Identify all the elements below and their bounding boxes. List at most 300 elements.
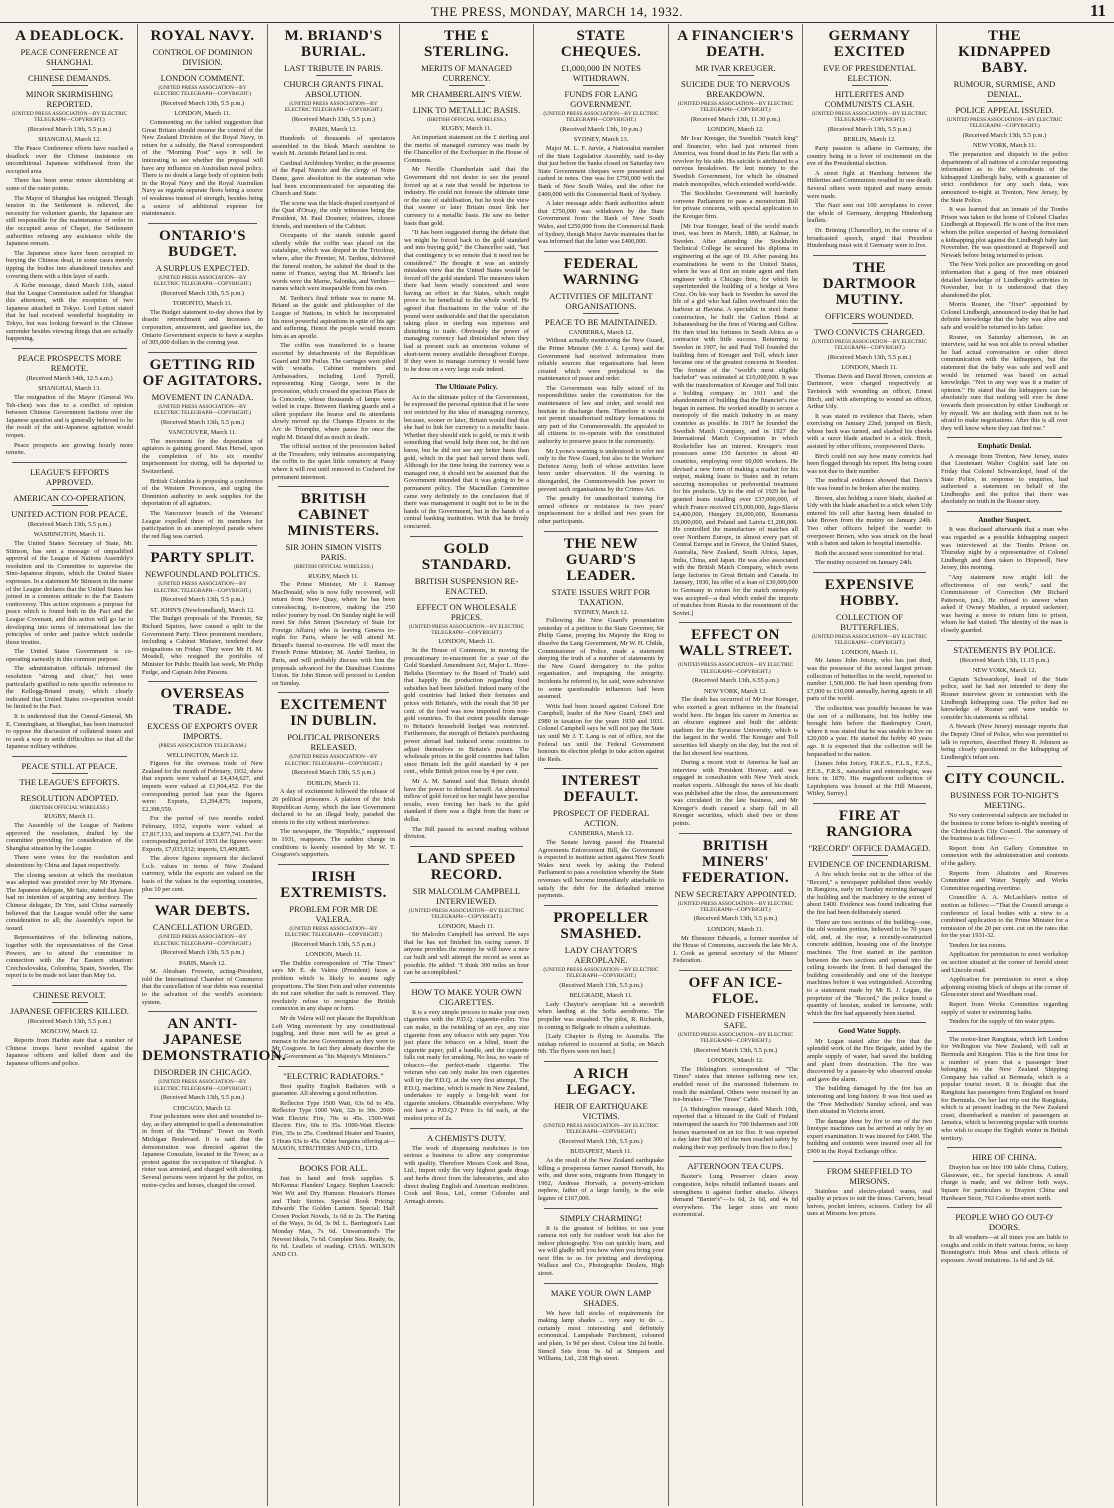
article-paragraph: Report from Art Gallery Committee in connexion with the administration and contents of the gallery. [941,844,1068,867]
wire-credit: (UNITED PRESS ASSOCIATION—BY ELECTRIC TELEGRAPH—COPYRIGHT.) [811,633,928,647]
dateline: CANBERRA, March 12. [568,328,634,336]
article-headline: GERMANY EXCITED [828,28,911,60]
column-4 [400,24,534,1506]
article-paragraph: Mr Ivar Kreuger, the Swedish "match king" and financier, who had just returned from America, was found dead in his Paris flat with a revolver by his side. His suicide is attributed to a nervous breakdown. He lent money to the Swedish Government, for which he obtained match monopolies, which extended world-wide. [673,135,798,188]
wire-credit: (UNITED PRESS ASSOCIATION—BY ELECTRIC TELEGRAPH—COPYRIGHT.) [677,101,794,114]
article-subhead: MAKE YOUR OWN LAMP SHADES. [550,1287,652,1308]
article-divider [813,1161,926,1162]
article [272,864,395,1061]
article-paragraph: The New York police are proceeding on good information that a gang of five men obtained detailed knowledge of Lindbergh's activities in November, but it is understood that they abandoned the plot. [941,261,1068,299]
received-time: (Received March 13th, 5.5 p.m.) [962,131,1047,139]
masthead [0,0,1114,23]
article-subhead: MOVEMENT IN CANADA. [151,391,254,402]
article-subhead: CONTROL OF DOMINION DIVISION. [152,47,253,67]
article-paragraph: It was stated in evidence that Davis, when exercising on January 22nd, jumped on Birch, whose back was turned, and slashed his cheeks with a razor blade attached to a stick. Birch, assisted by other officers, overpowered Davis. [807,412,932,451]
article-paragraph: The Mayor of Shanghai has resigned. Though tension in the Settlement is relieved, the necessity for volunteer guards, the Japanese are still responsible for the maintenance of order in the occupied areas of Chapei, the Settlement authorities refusing any assistance while the Japanese remain. [6,194,133,248]
article-headline: GOLD STANDARD. [421,540,512,573]
article-paragraph: It is a very simple process to make your own cigarettes with the P.D.Q. cigarette-roller. You can make, in the twinkling of an eye, any size cigarette from any tobacco with any paper. You just place the tobacco on a blind, insert the cigarette paper, pull a handle, and the cigarette falls out ready for smoking. No loss, no waste of tobacco—the perfect-made cigarette. The veteran who can only make his own cigarettes will try the P.D.Q. at the very first attempt. The P.D.Q. machine, which is made in New Zealand, undertakes to supply a long-felt want for cigarette smokers. Obtainable everywhere. Why not have a P.D.Q.? Price 1s 6d each, at the modest price of 2s. [404,1008,529,1123]
article [538,768,664,899]
article-paragraph: As the result of the New Zealand earthquake killing a prosperous farmer named Horvath, his wife, and three sons, migrants from Hungary in 1902, Andreas Horvath, a poverty-stricken nephew, father of a large family, is the sole legatee of £167,000. [538,1156,664,1202]
dateline: LONDON, March 11. [841,648,898,656]
article [941,640,1068,762]
column-7 [803,24,937,1506]
wire-credit: (UNITED PRESS ASSOCIATION—BY ELECTRIC TELEGRAPH—COPYRIGHT.) [153,403,252,417]
article-paragraph: Drayton has on hire 100 table China, Cutlery, Glassware, etc., for special functions. A small charge is made, and we deliver both ways. Square for particulars to Drayton China and Hardware Store, 763 Colombo street north. [941,1164,1068,1202]
wire-credit: (UNITED PRESS ASSOCIATION—BY ELECTRIC TELEGRAPH—COPYRIGHT.) [284,754,383,767]
article-subhead: STATEMENTS BY POLICE. [953,644,1056,655]
article [404,1128,529,1206]
article [807,255,932,567]
article [404,982,529,1123]
article-paragraph: Lady Chaytor's aeroplane hit a snowdrift when landing at the Sofia aerodrome. The propeller was smashed. The pilot, R. Richards, in coming to Belgrade to obtain a substitute. [538,1000,664,1031]
article-paragraph: The United States Secretary of State, Mr. Stimson, has sent a message of unqualified approval of the League of Nations Assembly's resolution and its Committee to supervise the Sino-Japanese dispute, which the United States expresses. In a statement Mr Stimson in the name of the League declares that the United States has joined in a common attitude to the Far Eastern controversy. This action expresses a purpose for peace which is found both in the Pact and the League Covenant, and this action will go far to developing into terms of international law the principles of order and justice which underlie those treaties. [6,539,133,646]
article-paragraph: "It has been suggested during the debate that we might be forced back to the gold standard and into buying gold," the Chancellor said, "but that contingency is so remote that it need not be considered." He thought it was an entirely mistaken view that the United States would be forced off the gold standard. The measures taken there had been wisely conceived and were having an effect in the States, which might prove to be beneficial to the whole world. He agreed that fluctuations in the value of the pound were undesirable and that the speculation taking place in sterling was injurious and disturbing to trade. Obviously the power of managing currency had diminished when they had at present such an enormous volume of short-term money available throughout Europe. If they were to manage currency it would have to be done on a very large scale indeed. [404,229,529,373]
article-divider [12,756,127,757]
article-subhead: LADY CHAYTOR'S AEROPLANE. [564,944,638,965]
article-divider [679,970,792,971]
column-2 [138,24,287,1506]
article-subhead: HIRE OF CHINA. [972,1152,1037,1163]
article-divider [947,511,1062,512]
article-paragraph: Cardinal Archbishop Verdier, in the presence of the Papal Nuncio and the clergy of Notre Dame, gave absolution to the statesman who had been excommunicated for separating the Church and State. [272,159,395,198]
article-headline: A RICH LEGACY. [566,1065,636,1098]
article-paragraph: Occupants of the stands outside gazed silently while the coffin was placed on the catafalque, which was draped in the Tricolour, where, after the Premier, M. Tardieu, delivered the funeral oration, he saluted the dead in the name of France, saying that M. Briand's last words were the Marne, Salonika, and Verdun—names which were inseparable from his own. [272,232,395,293]
article-headline: EXCITEMENT IN DUBLIN. [280,697,387,730]
article-paragraph: Rosner, on Saturday afternoon, in an interview, said he was not able to reveal whether he had actual conversation or other direct communication with the kidnappers, but the statement that the baby was safe and well and would be returned was based on actual knowledge. "Not in any way was it a matter of opinion." He stated that the kidnappers can be absolutely sure that nothing will ever be done towards their prosecution by either Lindbergh or by myself. We are dealing with them not to be afraid to make negotiations. After this is all over they will know where they can find me." [941,333,1068,432]
subhead-divider [185,69,221,70]
article-divider [544,1208,658,1209]
article-paragraph: Birch could not say how many convicts had been flogged through his report. His being count was not due to their number. [807,452,932,475]
article-paragraph: The preparation and dispatch to the police departments of all nations of a circular requesting information as to the whereabouts of the kidnapped Lindbergh baby, with a guarantee of strict confidence for any such data, was announced to-night at Trenton, New Jersey, by the State Police. [941,151,1068,204]
article-subhead: EVE OF PRESIDENTIAL ELECTION. [823,63,916,83]
article-divider [813,572,926,573]
article-divider [813,255,926,256]
article-headline: IRISH EXTREMISTS. [280,868,387,901]
article-headline: CITY COUNCIL. [944,771,1065,788]
article-paragraph: [Mr Ivar Kreuger, head of the world match trust, was born in March, 1880, at Kalmar, in Sweden. After attending the Stockholm Technical College he secured his diploma in engineering at the age of 19. After passing his examinations he went to the United States, where he was at first an estate agent and then engineer with a Chicago firm, for which he superintended the building of a bridge at Vera Cruz. On his way back to Sweden he saved the life of a girl who had fallen overboard into the harbour at Havana. A specialist in steel frame construction, he built the Carlton Hotel at Johannesburg for the firm of Waring and Gillow. He then tried his fortunes in South Africa as a contractor with little success. Returning to Sweden in 1907, he and Paul Toll founded the building firm of Kreuger and Toll, which later became one of the greatest concerns in Sweden. The fortune of the "world's most eligible bachelor" was estimated at £10,000,000. It was with the transformation of Kreuger and Toll into a holding company in 1911 and the abandonment of building that the financier's rise began in earnest. He worked steadily to secure a monopoly of the match industry in as many countries as possible. In 1917 he founded the Swedish Match Company, and in 1927 the International Match Corporation in which Rockefeller has an interest. Kreuger's trust possesses some 150 factories in about 40 countries, employing over 60,000 workers. He devised a new form of making a market for his output, making loans to States and in return securing monopolies or preferential treatment for his products. Up to the end of 1929 he had granted loans totalling over £37,000,000, of which France received £15,000,000, Jugo-Slavia £4,400,000, Hungary £6,000,000, Roumania £6,000,000, and Poland and Latvia £1,200,000. He controlled the manufacture of matches all over Northern Europe, in almost every part of Central Europe and in Greece, the United States, Australia, New Zealand, South Africa, Japan, India, China, and Japan. He was also associated with the British Match Company, which owns large factories in Great Britain and Canada. In January, 1930, his offer of a loan of £30,000,000 to Germany in return for the match monopoly was accepted—a deal which ended the imports of matches from Russia to the resentment of the Soviet.] [673,222,798,617]
article-headline: STATE CHEQUES. [560,28,642,60]
dateline: LONDON, March 11. [305,951,362,959]
article-headline: THE KIDNAPPED BABY. [958,28,1051,76]
article [941,511,1068,635]
wire-credit: (UNITED PRESS ASSOCIATION—BY ELECTRIC TELEGRAPH—COPYRIGHT.) [153,581,252,594]
article-paragraph: Sir Malcolm Campbell has arrived. He says that he has not finished his racing career. If anyone provides the money he will have a new car built and will attempt the record as soon as possible. He added: "I think 300 miles an hour can be accomplished." [404,931,529,977]
article-subhead: BUSINESS FOR TO-NIGHT'S MEETING. [950,790,1059,811]
article-paragraph: During a recent visit to America he had an interview with President Hoover, and was engaged in consultation with New York stock market experts. Although the news of his death was published after the close, the announcement was circulated in the late business, and Mr Kreuger's death caused a sharp fall in all Kreuger securities, which shed two or three points. [673,759,798,827]
dateline: SHANGHAI, March 12. [38,136,101,144]
received-time: (Received March 13th, 5.5 p.m.) [559,1137,643,1145]
wire-credit: (BRITISH OFFICIAL WIRELESS.) [294,564,373,571]
article-paragraph: Dr. Brüning (Chancellor), in the course of a broadcasted speech, urged that President Hindenburg must win if Germany were to live. [807,226,932,250]
article-subhead: POLITICAL PRISONERS RELEASED. [287,732,380,753]
received-time: (Received March 13th, 11.15 p.m.) [959,656,1050,664]
article-headline: WAR DEBTS. [154,903,251,920]
article [538,28,664,246]
subhead-divider [583,313,619,314]
article-divider [544,905,658,906]
article-subhead: PEACE CONFERENCE AT SHANGHAI. [20,47,119,67]
wire-credit: (UNITED PRESS ASSOCIATION—BY ELECTRIC TELEGRAPH—COPYRIGHT.) [153,1079,252,1092]
article-paragraph: Mr James John Joicey, who has just died, was the possessor of the second largest private collection of butterflies in the world, reported to number 1,500,000. He had been spending from £7,000 to £10,000 annually, having agents in all parts of the world. [807,657,932,703]
received-time: (Received March 13th, 5.5 p.m.) [27,520,112,528]
article-divider [947,1031,1062,1032]
article-subhead: TWO CONVICTS CHARGED. [814,326,925,337]
article-subhead: COLLECTION OF BUTTERFLIES. [835,611,904,632]
received-time: (Received March 13th, 5.5 p.m.) [291,769,376,777]
article-paragraph: The Budget proposals of the Premier, Sir Richard Squires, have caused a split in the Government Party. Three prominent members, including a Cabinet Minister, tendered their resignations on Friday. They were Mr H. M. Mosdell, who resigned the portfolio of Minister for Public Health last week, Mr Philip Fudge, and Captain John Parsons. [142,615,263,676]
received-time: (Received March 13th, 11.30 p.m.) [690,115,781,123]
article-divider [148,352,257,353]
article-paragraph: Both the accused were committed for trial. [815,549,925,557]
article [404,28,529,373]
received-time: (Received March 13th, 5.5 p.m.) [693,915,778,923]
wire-credit: (UNITED PRESS ASSOCIATION—BY ELECTRIC TELEGRAPH—COPYRIGHT.) [543,1122,659,1136]
article-subhead: MINOR SKIRMISHING REPORTED. [25,89,114,109]
article-subhead: JAPANESE OFFICERS KILLED. [10,1005,129,1016]
article [941,1207,1068,1264]
article-headline: AN ANTI-JAPANESE DEMONSTRATION. [142,1016,287,1065]
dateline: LONDON, March 11. [438,922,495,930]
article-paragraph: The closing session at which the resolution was adopted was presided over by Mr Hymans. The Japanese delegate, Mr Sato, stated that Japan had no intention of acquiring any territory. The Chinese delegate, Dr Yen, said China earnestly believed that the League would offer the same consideration to all; the Assembly's report be issued. [6,871,133,932]
article-subhead: UNITED ACTION FOR PEACE. [11,508,128,519]
article-subhead: HITLERITES AND COMMUNISTS CLASH. [824,89,915,109]
article-subhead: A SURPLUS EXPECTED. [155,262,250,273]
dateline: LONDON, March 11. [707,925,764,933]
article-paragraph: Peace prospects are growing hourly more remote. [6,441,133,457]
article [807,803,932,1017]
dateline: SYDNEY, March 12. [573,608,629,616]
article-paragraph: Four policemen were shot and wounded to-day, as they attempted to quell a demonstration in front of the "Tribune" Tower on North Michigan Boulevard. It is said that the demonstration was directed against the Japanese Consulate, located in the Tower, as a protest against the occupation of Shanghai. A rioter was arrested, and charged with shooting. Several persons were injured by the police, on motor-cycles and horses, charged the crowd. [142,1113,263,1189]
article-paragraph: [James John Joicey, F.R.E.S., F.L.S., F.Z.S., F.E.S., F.R.S., naturalist and entomologist, was born in 1870. His magnificent collection of Lepidoptera was housed at the Hill Museum, Witley, Surrey.] [807,760,932,798]
article-headline: A DEADLOCK. [15,28,124,44]
article-subhead: PEACE TO BE MAINTAINED. [544,316,658,327]
article-paragraph: M. Tardieu's final tribute was to name M. Briand as the guide and philosopher of the League of Nations, in which he incorporated his most powerful aspirations in spite of his age and suffering. Hence the people would mourn him as an apostle. [272,294,395,340]
article-headline: INTEREST DEFAULT. [561,773,641,806]
article-paragraph: [Lady Chaytor is flying to Australia. The mishap referred to occurred at Sofia, on March 9th. The flyers were not hurt.] [538,1033,664,1056]
article-subhead: FROM SHEFFIELD TO MIRSONS. [826,1165,913,1186]
article [142,28,263,218]
article-subhead: "RECORD" OFFICE DAMAGED. [808,843,931,854]
article-headline: BRITISH CABINET MINISTERS. [287,491,380,540]
article-subhead: AMERICAN CO-OPERATION. [13,492,126,503]
article [807,1022,932,1155]
dateline: VANCOUVER, March 11. [168,429,237,437]
subhead-divider [52,789,88,790]
article-paragraph: The Prime Minister, Mr J. Ramsay MacDonald, who is now fully recovered, will return from New Quay, where he has been convalescing, to-morrow, making the 250 miles' journey by road. On Sunday night he will meet Sir John Simon (Secretary of State for Foreign Affairs) who is leaving Geneva to-night for Paris, where he will attend M. Briand's funeral to-morrow. He will meet the French Prime Minister, M. André Tardieu, in Paris, and will probably discuss with him the proposals advanced for the Danubian Customs Union. Sir John Simon will proceed to London on Sunday. [272,581,395,687]
received-time: (Received March 13th, 5.5 p.m.) [160,289,245,297]
article-subhead: PROBLEM FOR MR DE VALERA. [289,903,378,924]
article [142,898,263,1006]
received-time: (Received March 13th, 5.5 p.m.) [160,99,245,107]
article-headline: FEDERAL WARNING [562,255,640,288]
received-time: (Received March 13th, 5.5 p.m.) [160,418,245,426]
subhead-divider [987,101,1023,102]
subhead-divider [583,85,619,86]
article-paragraph: The medical evidence showed that Davis's life was found to be broken after the mutiny. [807,477,932,493]
article-divider [544,251,658,252]
article-subhead: MR CHAMBERLAIN'S VIEW. [411,89,522,99]
article-paragraph: A later message adds: Bank authorities admit that £750,000 was withdrawn by the State Government from the Bank of New South Wales, and £250,000 from the Commercial Bank of Sydney, though Major Jarvie maintains that he was informed that the latter was £400,000. [538,200,664,246]
article [272,1066,395,1153]
article-subhead: LAST TRIBUTE IN PARIS. [284,63,383,73]
article-headline: GETTING RID OF AGITATORS. [142,356,263,389]
subhead-divider [52,69,88,70]
article [941,1147,1068,1202]
article-paragraph: "Any statement now might kill the effectiveness of our work," said the Commissioner of Correction (Mr Richard Patterson, jun.). He refused to answer when asked if Owney Madden, a reputed racketeer, was having a move to return him to prison, whom he had visited. The identity of the man is closely guarded. [941,573,1068,635]
article-subhead: AFTERNOON TEA CUPS. [687,1161,784,1172]
article-paragraph: The death has occurred of Mr Ivar Kreuger, who exerted a great influence in the financial world here. He began his career in America as an obscure engineer and built the athletic stadium for the Syracuse University, which is the largest in the world. The Kreuger and Toll securities fell sharply on the day, but the rest of the list showed few reactions. [673,696,798,757]
article-paragraph: It was disclosed afterwards that a man who was regarded as a possible kidnapping suspect was interviewed at the Tombs Prison on Thursday night by a representative of Colonel Lindbergh and then taken to Hopewell, New Jersey, this morning. [941,526,1068,572]
article-paragraph: Tenders for tea rooms. [949,941,1007,949]
wire-credit: (UNITED PRESS ASSOCIATION—BY ELECTRIC TELEGRAPH—COPYRIGHT.) [677,662,794,675]
article [941,437,1068,506]
article-headline: THE DARTMOOR MUTINY. [822,259,917,308]
article-divider [12,348,127,349]
newspaper-title: THE PRESS, MONDAY, MARCH 14, 1932. [430,4,684,19]
article-divider [278,864,389,865]
article-paragraph: Captain Schwarzkopf, head of the State police, said he had not intended to deny the Rosner interview given in connexion with the Lindbergh kidnapping case. The police had no knowledge of Rosner and were unable to consider his statements as official. [941,675,1068,721]
article-divider [148,1011,257,1012]
subhead-divider [52,1002,88,1003]
article-subhead: SIR JOHN SIMON VISITS PARIS. [285,542,382,563]
article-paragraph: Brown, also holding a razor blade, slashed at Udy with the blade attached to a stick when Udy entered his cell after having been detailed to take Brown from the mutiny on January 24th. Two other officers helped the warder to overpower Brown, who was struck on the head with a baton and taken to hospital insensible. [807,494,932,548]
article-subhead: EFFECT ON WHOLESALE PRICES. [416,601,517,622]
wire-credit: (UNITED PRESS ASSOCIATION—BY ELECTRIC TELEGRAPH—COPYRIGHT.) [677,900,794,913]
article-paragraph: [A Helsingfors message, dated March 10th, reported that a blizzard in the Gulf of Finland interrupted the search for 700 fishermen and 100 horses marooned on an ice floe. It was reported a day later that 300 of the men reached safety by making their way perilously from floe to floe.] [673,1105,798,1151]
article-divider [410,982,523,983]
article-paragraph: The United States Government is co-operating earnestly in this common purpose. [6,648,133,663]
dateline: WELLINGTON, March 12. [166,751,239,759]
article [6,348,133,457]
subhead-divider [52,773,88,774]
article-paragraph: The newspaper, the "Republic," suppressed in 1931, reappears. The sudden change in conditions is keenly resented by Mr W. T. Cosgrave's supporters. [272,828,395,859]
subhead-divider [852,855,888,856]
dateline: LONDON, March 11. [174,110,231,118]
article-headline: LAND SPEED RECORD. [417,850,516,883]
dateline: NEW YORK, March 12. [703,687,768,695]
article-paragraph: Morris Rosner, the "fixer" appointed by Colonel Lindbergh, announced to-day that he had definite knowledge that the baby was alive and safe and would be returned to his father. [941,301,1068,332]
article [807,1161,932,1218]
article-divider [813,803,926,804]
article-paragraph: Application for permission to erect a shop adjoining existing block of shops at the corner of Gloucester street and Woodham road. [941,976,1068,999]
article-headline: BRITISH MINERS' FEDERATION. [681,837,790,886]
column-5 [534,24,669,1506]
subhead-divider [449,598,485,599]
dateline: RUGBY, March 11. [308,572,359,580]
wire-credit: (UNITED PRESS ASSOCIATION—BY ELECTRIC TELEGRAPH—COPYRIGHT.) [408,907,525,921]
article [272,692,395,858]
article-subhead: Another Suspect. [978,515,1031,524]
article-subhead: POLICE APPEAL ISSUED. [955,105,1054,115]
article [142,1011,287,1189]
article-paragraph: Reports from Abattoirs and Reserves Committee and Water Supply and Works Committee regarding overtime. [941,869,1068,892]
article-paragraph: The Vancouver branch of the Veterans' League expelled three of its members for participation in an unemployed parade where the red flag was carried. [142,510,263,540]
article-subhead: EVIDENCE OF INCENDIARISM. [808,859,931,870]
article-divider [947,1147,1062,1148]
article-paragraph: Major M. L. F. Jarvie, a Nationalist member of the State Legislative Assembly, said to-day that just before the banks closed on Saturday two State Government cheques were presented and cashed in notes. One was for £750,000 with the Bank of New South Wales, and the other for £400,000 with the Commercial Bank of Sydney. [538,145,664,198]
article-paragraph: The above figures represent the declared f.o.b. values in terms of New Zealand currency, while the exports are valued on the basis of the values in the exporting countries, plus 10 per cent. [142,855,263,893]
subhead-divider [52,85,88,86]
article-paragraph: No very controversial subjects are included in the business to come before to-night's meeting of the Christchurch City Council. The summary of the business is as follows:— [941,812,1068,843]
dateline: LONDON, March 12. [707,126,764,134]
article-paragraph: A Kobe message, dated March 11th, stated that the League Commission sailed for Shanghai this afternoon, with the exception of two Japanese attached in Tokyo. Lord Lytton stated that he had received wonderful hospitality in Tokyo, but was looking forward to the Chinese surrender besides viewing things that are actually happening. [6,282,133,343]
article-paragraph: Mr Ebenezer Edwards, a former member of the House of Commons, succeeds the late Mr A. J. Cook as general secretary of the Miners' Federation. [673,934,798,965]
article-subhead: CHURCH GRANTS FINAL ABSOLUTION. [283,79,384,99]
article-subhead: NEW SECRETARY APPOINTED. [674,888,797,899]
article-divider [148,545,257,546]
received-time: (Received March 13th, 6.55 p.m.) [692,677,779,685]
article-headline: PROPELLER SMASHED. [553,909,649,942]
dateline: PARIS, March 12. [179,959,226,967]
dateline: TORONTO, March 11. [172,300,233,308]
article-paragraph: The building damaged by the fire has an interesting and long history. It was first used as the "Free Methodists' Sunday school, and was then situated in Victoria street. [807,1085,932,1116]
article-subhead: THE LEAGUE'S EFFORTS. [19,777,120,787]
dateline: NEW YORK, March 11. [972,142,1037,150]
article-headline: ROYAL NAVY. [150,28,255,44]
dateline: RUGBY, March 11. [441,125,492,133]
article-divider [947,1207,1062,1208]
article [6,28,133,343]
article-paragraph: A Newark (New Jersey) message reports that the Deputy Chief of Police, who was permitted to talk to reporters, described Henry R. Johnson as being closely questioned in the kidnapping of Lindbergh's infant son. [941,723,1068,761]
article-divider [278,1158,389,1159]
article-subhead: "ELECTRIC RADIATORS." [283,1070,384,1081]
newspaper-columns [2,24,1112,1506]
article-divider [12,462,127,463]
received-time: (Received March 13th, 5.5 p.m.) [827,353,912,361]
received-time: (Received March 13th, 5.5 p.m.) [27,1017,112,1025]
received-time: (Received March 13th, 10 p.m.) [560,125,642,133]
article-subhead: PEACE STILL AT PEACE. [21,761,118,771]
article-paragraph: The coffin was transferred to a hearse escorted by detachments of the Republican Guard and 300 Poilus. The carriages were piled with wreaths. Cabinet members and Ambassadors, including Lord Tyrrell, representing King George, were in the procession, which crossed the spacious Place de la Concorde, whose thousands of lamps were veiled in crape. Between flanking guards and a silent populace the hearse and its attendants slowly moved up the Champs Elysees to the Arc de Triomphe, where pause for once the night M. Briand did as much in death. [272,342,395,441]
article-divider [544,1061,658,1062]
subhead-divider [449,101,485,102]
article-subhead: PEACE PROSPECTS MORE REMOTE. [17,352,122,373]
article-subhead: MAROONED FISHERMEN SAFE. [685,1009,786,1030]
article-paragraph: Reports from Harbin state that a number of Chinese troops have revolted against the Japanese officers and killed them and the Japanese officers and police. [6,1037,133,1067]
subhead-divider [718,75,754,76]
article-divider [278,692,389,693]
wire-credit: (UNITED PRESS ASSOCIATION—BY ELECTRIC TELEGRAPH—COPYRIGHT.) [153,274,252,288]
article-paragraph: Without actually mentioning the New Guard, the Prime Minister (Mr J. A. Lyons) said the Government had received information from reliable sources that organisations had been created which were prejudicial to the maintenance of peace and order. [538,337,664,383]
article-paragraph: There has been some minor skirmishing at some of the outer points. [6,177,133,192]
received-time: (Received March 13th, 5.5 p.m.) [559,981,643,989]
article-paragraph: Baxter's Lung Preserver clears away congestion, helps rebuild inflamed tissues and strengthens it against further attacks. Always demand "Baxter's"—1s 6d, 2s 6d, and 4s 6d everywhere. The larger sizes are more economical. [673,1173,798,1219]
article-paragraph: Mr A. M. Samuel said that Britain should have the power to defend herself. An abnormal inflow of gold forced on her might have peculiar results, even forcing her back to the gold standard if there was a flight from the franc or dollar. [404,778,529,823]
article-divider [679,833,792,834]
column-8 [937,24,1072,1506]
dateline: CHICAGO, March 12. [173,1104,232,1112]
article-paragraph: Mr de Valera will not placate the Republican Left Wing movement by any constitutional juggling, and these men will be as great a menace to the new Government as they were to Mr Cosgrave. In fact they already describe the new Government as "his Majesty's Ministers." [272,1014,395,1060]
article-paragraph: A day of excitement followed the release of 20 political prisoners. A platoon of the Irish Republican Army, which the late Government declared to be an illegal body, paraded the streets in the city without interference. [272,788,395,826]
article [538,1208,664,1278]
article-paragraph: The Bill passed its second reading without division. [404,825,529,841]
article-divider [278,1066,389,1067]
article [538,905,664,1056]
column-3 [268,24,400,1506]
wire-credit: (BRITISH OFFICIAL WIRELESS.) [30,805,109,811]
article-headline: ONTARIO'S BUDGET. [159,227,246,260]
article-divider [544,768,658,769]
dateline: MOSCOW, March 12. [40,1028,99,1036]
article [142,545,263,676]
wire-credit: (UNITED PRESS ASSOCIATION—BY ELECTRIC TELEGRAPH—COPYRIGHT.) [946,117,1063,130]
article-subhead: £1,000,000 IN NOTES WITHDRAWN. [561,63,641,83]
article-subhead: OFFICERS WOUNDED. [825,310,914,321]
article-subhead: Good Water Supply. [838,1027,901,1036]
subhead-divider [52,505,88,506]
article [6,985,133,1068]
article-subhead: A CHEMIST'S DUTY. [427,1132,506,1143]
article-divider [410,378,523,379]
article-paragraph: The mutiny occurred on January 24th. [815,559,913,567]
article-paragraph: An important statement on the £ sterling and the merits of managed currency was made by the Chancellor of the Exchequer in the House of Commons. [404,134,529,164]
wire-credit: (UNITED PRESS ASSOCIATION—BY ELECTRIC TELEGRAPH—COPYRIGHT.) [811,338,928,352]
received-time: (Received March 13th, 5.5 p.m.) [291,940,376,948]
article-subhead: LONDON COMMENT. [160,73,245,83]
article-divider [410,1128,523,1129]
received-time: (Received March 13th, 5.5 p.m.) [827,125,912,133]
wire-credit: (UNITED PRESS ASSOCIATION—BY ELECTRIC TELEGRAPH—COPYRIGHT.) [284,925,383,939]
received-time: (Received March 13th, 5.5 p.m.) [160,596,245,604]
subhead-divider [52,489,88,490]
article [538,1061,664,1203]
dateline: BUDAPEST, March 11. [570,1148,632,1156]
article-paragraph: Writs had been issued against Colonel Eric Campbell, leader of the New Guard, £943 and £980 in taxation for the years 1930 and 1931. Colonel Campbell says he will not pay the State tax until Mr J. T. Lang is out of office, nor the Federal tax until the Federal Government honours its election pledge to take action against the Reds. [538,702,664,763]
received-time: (Received March 13th, 5.5 p.m.) [291,115,376,123]
article-paragraph: Mr Neville Chamberlain said that the Government did not desire to see the pound forced up at a rate that would be injurious to industry. He could not foresee the ultimate time or the rate of stabilisation, but he took the view that sooner or later Britain must link her currency to a metallic basis. He saw no better basis than gold. [404,166,529,227]
subhead-divider [852,85,888,86]
article-divider [278,486,389,487]
article [673,622,798,827]
received-time: (Received March 13th, 5.5 p.m.) [693,1046,778,1054]
dateline: NEW YORK, March 12. [972,667,1037,675]
dateline: SYDNEY, March 13. [573,136,629,144]
article-paragraph: Report from Works Committee regarding supply of water to swimming baths. [941,1001,1068,1016]
article-divider [148,223,257,224]
article [272,1158,395,1259]
article-paragraph: As to the ultimate policy of the Government, he expressed the personal opinion that if he were not restricted by the idea of managing currency, because, sooner or later, Britain would find that she had to link her currency to a metallic basis. Whether they should stick to gold, or mix it with something that would help them out, he did not know, but he did not see any better basis than gold, which in the past had served them well. Although for the time being the currency was a managed one, it should not be assumed that the Government intended that it was going to be a permanent policy. The Macmillan Committee came very definitely to the conclusion that if there was management it ought not to be in the hands of the Government, but in the hands of a central banking institution. With that he firmly concurred. [404,393,529,530]
article-paragraph: M. Abraham Frowein, acting-President, told the International Chamber of Commerce that the cancellation of war debts was essential to the salvation of the world's economic system. [142,968,263,1006]
dateline: WASHINGTON, March 11. [33,531,106,539]
article-divider [148,681,257,682]
article [404,378,529,530]
article-subhead: SIMPLY CHARMING! [559,1212,643,1223]
article-divider [410,846,523,847]
wire-credit: (UNITED PRESS ASSOCIATION—BY ELECTRIC TELEGRAPH—COPYRIGHT.) [543,966,659,980]
article-paragraph: The damage done by fire to one of the two linotype machines can be arrived at only by an expert examination. It was insured for £400. The building and contents were insured over all for £900 in the Royal Exchange office. [807,1117,932,1156]
article-paragraph: The collection was possibly because he was the son of a millionaire, but his hobby one brought him before the Bankruptcy Court, where it was stated that he was unable to live on £20,000 a year. He started the hobby 40 years ago. It is expected that the collection will be bequeathed to the nation. [807,704,932,758]
article-divider [12,985,127,986]
article-headline: M. BRIAND'S BURIAL. [284,28,383,60]
article-subhead: PEOPLE WHO GO OUT-O' DOORS. [955,1212,1054,1233]
dateline: BELGRADE, March 11. [569,992,633,1000]
article-divider [148,898,257,899]
dateline: PARIS, March 12. [310,126,357,134]
article-divider [947,766,1062,767]
article-paragraph: There are two sections of the building—one, the old wooden portion, believed to be 70 years old, and, at the rear, a recently-constructed concrete addition, housing one of the linotype machines. The first started in the partition between the two sections and spread into the ceiling towards the front. It had damaged the building considerably and one of the linotype machines before it was extinguished. According to a statement made by Mr B. J. Logan, the proprietor of the "Record," the police found a quantity of hessian, soaked in kerosene, with which the fire had apparently been started. [807,918,932,1017]
article-paragraph: In the House of Commons, in moving the precautionary re-enactment for a year of the Gold Standard Amendment Act, Major L. Hore-Belisha (Secretary to the Board of Trade) said that happily the production regarding food subsidies had been falsified. Indeed many of the gold countries had linked their fortunes and prices with Britain's, with the result that 50 per cent. of the food was now imported from non-gold countries. To that extent possible damage to Britain's household budget was restricted. Furthermore, the strength of Britain's purchasing power abroad had induced some countries to adjust themselves to Britain's purses. The wholesale prices in the gold countries had fallen since Britain left the gold standard by 4 per cent., while British prices rose by 4 per cent. [404,646,529,776]
article-headline: EFFECT ON WALL STREET. [678,627,793,660]
article-paragraph: The work of dispensing medicines is too serious a business to allow any compromise with quality. Therefore Messrs Cook and Ross, Ltd., import only the very highest grade drugs and herbs direct from the laboratories, and also direct dealing English and American medicines. Cook and Ross, Ltd., corner Colombo and Armagh streets. [404,1144,529,1205]
wire-credit: (UNITED PRESS ASSOCIATION—BY ELECTRIC TELEGRAPH—COPYRIGHT.) [284,101,383,114]
article [807,572,932,798]
article-paragraph: It was learned that an inmate of the Tombs Prison was taken to the home of Colonel Charles Lindbergh at Hopewell. He is one of the five men whom the police suspected of having formulated a kidnapping plot against the Lindbergh baby last November. He was questioned at Hopewell and Newark before being returned to prison. [941,206,1068,259]
article-paragraph: A fire which broke out in the office of the "Record," a newspaper published three weekly in Rangiora, early on Sunday morning damaged the building and the machinery to the extent of about £400. Evidence was found indicating that the fire had been deliberately started. [807,871,932,917]
article [941,28,1068,432]
article [941,1031,1068,1142]
article [404,536,529,841]
article-paragraph: Mr Lyons's warning is understood to refer not only to the New Guard, but also to the Workers' Defence Army, both of whose activities have been under observation. If the warning is disregarded, the Commonwealth has power to prevent such organisations by the Crimes Act. [538,447,664,493]
